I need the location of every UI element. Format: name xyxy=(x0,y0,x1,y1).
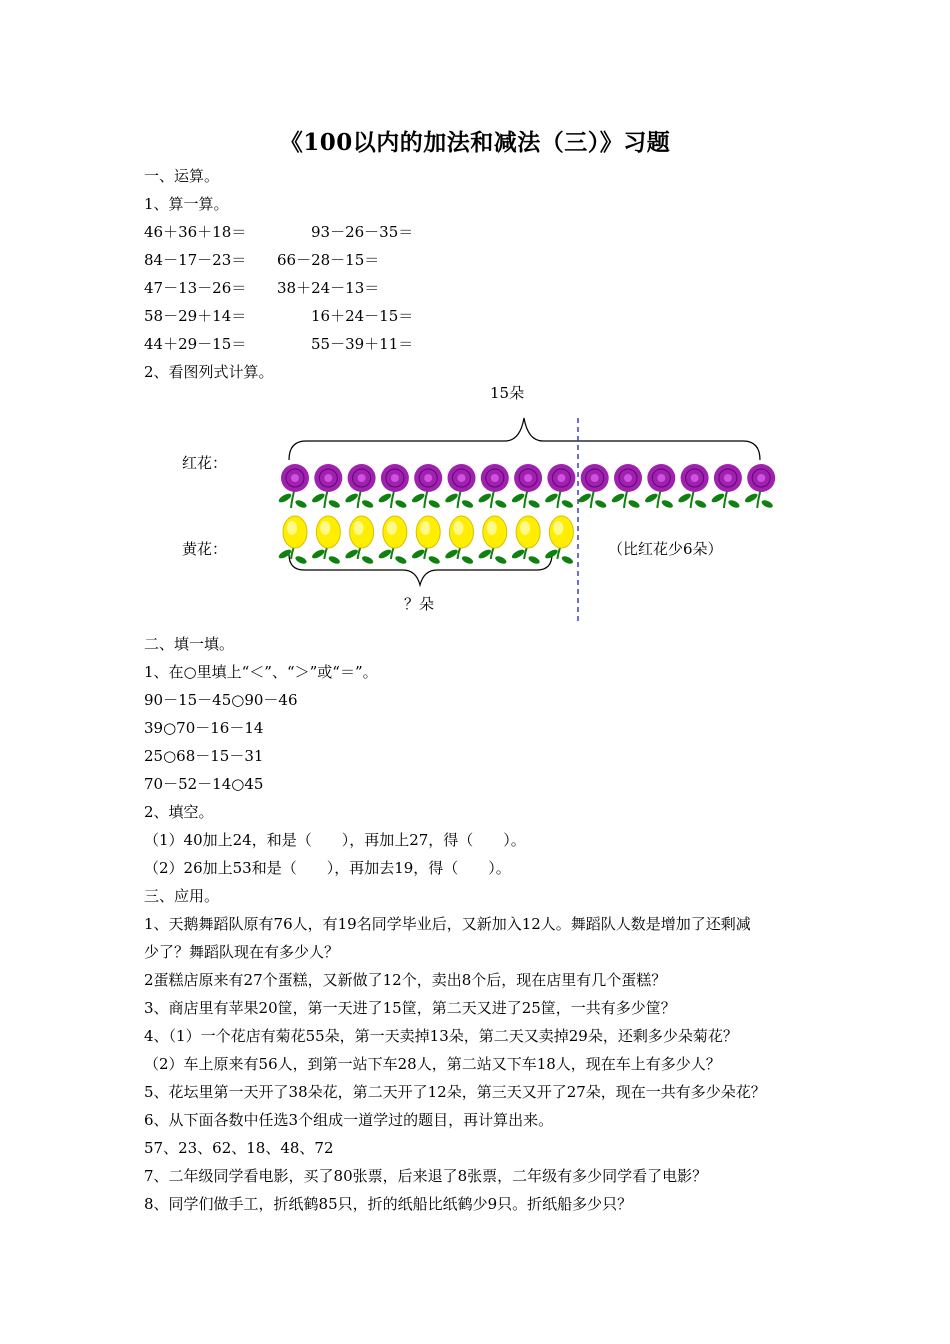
red-flower xyxy=(411,464,443,509)
bottom-brace xyxy=(289,554,552,585)
problem-line: 5、花坛里第一天开了38朵花，第二天开了12朵，第三天又开了27朵，现在一共有多少朵花？ xyxy=(144,1083,766,1101)
yellow-flower xyxy=(277,516,307,565)
compare-item-4: 70－52－14○45 xyxy=(144,775,264,793)
calc-right-2: 66－28－15＝ xyxy=(277,251,380,269)
figure-bottom-label: ？朵 xyxy=(404,595,435,613)
fill-item-1: （1）40加上24，和是（ ），再加上27，得（ ）。 xyxy=(144,831,526,849)
red-flower xyxy=(544,464,576,509)
figure-top-label: 15朵 xyxy=(490,384,525,402)
calc-right-1: 93－26－35＝ xyxy=(311,223,414,241)
problem-line: 少了？舞蹈队现在有多少人？ xyxy=(144,943,340,961)
calc-left-2: 84－17－23＝ xyxy=(144,251,247,269)
q2-heading: 2、看图列式计算。 xyxy=(144,363,274,381)
yellow-flower xyxy=(377,516,407,565)
section3-heading: 三、应用。 xyxy=(144,887,220,905)
red-flower xyxy=(744,464,776,509)
compare-heading: 1、在○里填上“＜”、“＞”或“＝”。 xyxy=(144,663,378,681)
top-brace xyxy=(289,418,760,460)
yellow-flower xyxy=(477,516,507,565)
red-flower xyxy=(311,464,343,509)
yellow-flower xyxy=(511,516,541,565)
problem-line: 2蛋糕店原来有27个蛋糕，又新做了12个，卖出8个后，现在店里有几个蛋糕？ xyxy=(144,971,667,989)
compare-item-1: 90－15－45○90－46 xyxy=(144,691,298,709)
problem-line: 6、从下面各数中任选3个组成一道学过的题目，再计算出来。 xyxy=(144,1111,554,1129)
yellow-flower-row xyxy=(277,516,574,565)
yellow-flower xyxy=(344,516,374,565)
compare-item-3: 25○68－15－31 xyxy=(144,747,264,765)
red-flower xyxy=(710,464,742,509)
red-flower xyxy=(444,464,476,509)
problem-line: 4、（1）一个花店有菊花55朵，第一天卖掉13朵，第二天又卖掉29朵，还剩多少朵菊花？ xyxy=(144,1027,738,1045)
fill-heading: 2、填空。 xyxy=(144,803,214,821)
fill-item-2: （2）26加上53和是（ ），再加去19，得（ ）。 xyxy=(144,859,511,877)
problem-line: 7、二年级同学看电影，买了80张票，后来退了8张票，二年级有多少同学看了电影？ xyxy=(144,1167,708,1185)
figure-note: （比红花少6朵） xyxy=(608,540,723,558)
problem-line: 1、天鹅舞蹈队原有76人，有19名同学毕业后，又新加入12人。舞蹈队人数是增加了还剩减 xyxy=(144,915,751,933)
yellow-flower xyxy=(311,516,341,565)
calc-left-3: 47－13－26＝ xyxy=(144,279,247,297)
red-flower xyxy=(677,464,709,509)
problem-line: 8、同学们做手工，折纸鹤85只，折的纸船比纸鹤少9只。折纸船多少只？ xyxy=(144,1195,633,1213)
red-flower xyxy=(344,464,376,509)
calc-right-4: 16＋24－15＝ xyxy=(311,307,414,325)
red-flower xyxy=(511,464,543,509)
section1-heading: 一、运算。 xyxy=(144,167,220,185)
red-flower xyxy=(644,464,676,509)
calc-left-5: 44＋29－15＝ xyxy=(144,335,247,353)
section2-heading: 二、填一填。 xyxy=(144,635,235,653)
red-flower xyxy=(610,464,642,509)
yellow-flower xyxy=(411,516,441,565)
yellow-flower xyxy=(444,516,474,565)
yellow-flower xyxy=(544,516,574,565)
calc-left-1: 46＋36＋18＝ xyxy=(144,223,247,241)
problem-line: 57、23、62、18、48、72 xyxy=(144,1139,334,1157)
calc-left-4: 58－29＋14＝ xyxy=(144,307,247,325)
red-flower xyxy=(277,464,309,509)
calc-right-3: 38＋24－13＝ xyxy=(277,279,380,297)
q1-heading: 1、算一算。 xyxy=(144,195,229,213)
figure-yellow-label: 黄花： xyxy=(182,540,228,558)
red-flower xyxy=(577,464,609,509)
page-title: 《100以内的加法和减法（三）》习题 xyxy=(279,129,671,156)
red-flower xyxy=(377,464,409,509)
red-flower xyxy=(477,464,509,509)
problem-line: （2）车上原来有56人，到第一站下车28人，第二站又下车18人，现在车上有多少人？ xyxy=(144,1055,721,1073)
figure-red-label: 红花： xyxy=(182,454,228,472)
calc-right-5: 55－39＋11＝ xyxy=(311,335,414,353)
problem-line: 3、商店里有苹果20筐，第一天进了15筐，第二天又进了25筐，一共有多少筐？ xyxy=(144,999,676,1017)
compare-item-2: 39○70－16－14 xyxy=(144,719,264,737)
red-flower-row xyxy=(277,464,775,509)
